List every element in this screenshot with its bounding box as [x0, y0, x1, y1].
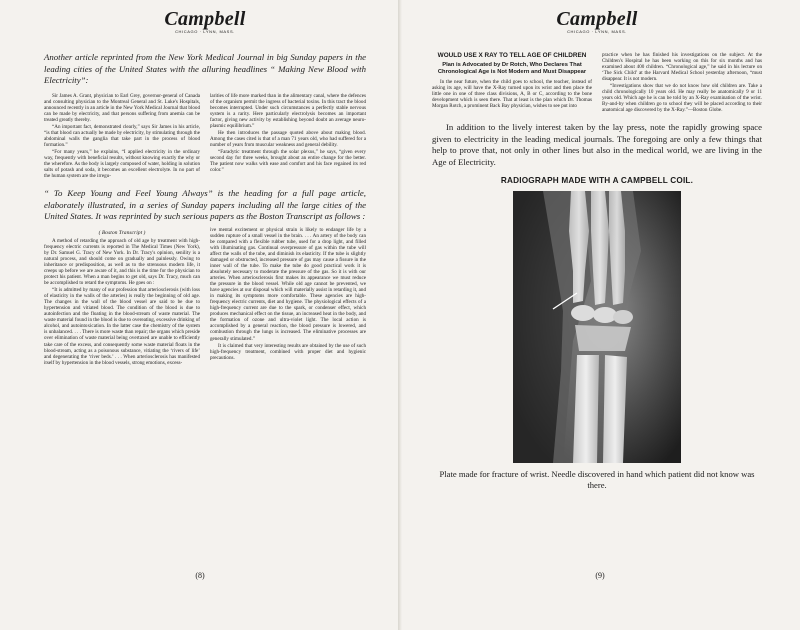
clipping-text-1	[432, 79, 592, 109]
right-page	[400, 0, 800, 630]
logo-subtitle: CHICAGO · LYNN, MASS.	[175, 29, 235, 34]
page-number-left: (8)	[195, 571, 205, 580]
clipping-paragraph: practice when he has finished his investigations on the subject. At the Children's Hospital he has been working on this for six months and has examined about 400 children. “Chronological age,” he said in his lecture on ‘The Sick Child’ at the Harvard Medical School yesterday afternoon, “must disappear. It is not modern.	[602, 52, 762, 83]
article-1-col-2	[210, 93, 366, 181]
campbell-logo: Campbell	[164, 8, 246, 30]
article-2	[44, 227, 366, 367]
left-logo	[44, 8, 366, 48]
article-1-col-1	[44, 93, 200, 181]
news-clipping	[432, 42, 762, 114]
article-paragraph: He then introduces the passage quoted above about making blood. Among the cases cited is that of a man 71 years old, who had suffered for a number of years from muscular weakness and general debility.	[210, 129, 366, 148]
article-paragraph: larities of life more marked than in the alimentary canal, where the defences of the organism permit the ingress of bacterial toxins. In this tract the blood becomes interrupted. Under such circumstances a perfectly stable nervous system is a rarity. Here particularly electrolysis becomes an important factor, giving new activity by establishing beyond doubt an average neuro-plasmic equilibrium.”	[210, 92, 366, 129]
radiograph-title: RADIOGRAPH MADE WITH A CAMPBELL COIL.	[500, 176, 694, 186]
clipping-col-1	[432, 42, 592, 114]
article-paragraph: “It is admitted by many of our profession that arteriosclerosis (with loss of elasticity in the walls of the arteries) is really the beginning of old age. The changes in the wall of the blood vessel are said to be due to hypertension and vitiated blood. The condition of the blood is due to autoinfection and the floating in the blood-stream of waste material. The waste material found in the blood is due to overeating, excessive drinking of alcohol, and autointoxication. In the latter case the chemistry of the system is unbalanced. . . . There is more waste than repair; the organs which preside over elimination of waste material being overtaxed are unable to efficiently take care of the excess, and consequently some waste material floats in the blood-stream, acting as a poisonous substance, vitiating the ‘rivers of life’ and degenerating the ‘river beds.’ . . . When arteriosclerosis has manifested itself by hypertension in the blood vessels, strong emotions, excess-	[44, 287, 200, 366]
article-paragraph: ive mental excitement or physical strain is likely to endanger life by a sudden rupture of a small vessel in the brain. . . . An artery of the body can be compared with a flexible rubber tube, used for a drop light, and filled with illuminating gas. Continual overpressure of gas within the tube will affect the walls of the tube, and diminish its elasticity. If the tube is slightly damaged or obstructed, increased pressure of gas may cause a fissure in the inner wall of the tube. To make the tube do good practical work it is absolutely necessary to moderate the pressure of the gas. So it is with our arteries. When arteriosclerosis first makes its appearance we must reduce the pressure in the blood vessel. While old age cannot be prevented, we have agencies at our disposal which will materially assist in retarding it, and in making its symptoms more comfortable. These agencies are high-frequency electric currents, diet and hygiene. The physiological effects of a high-frequency current are due to the spark, or condenser effect, which produces mechanical effect on the tissue, an increased heat in the body, and the formation of ozone and ultra-violet light. The local action is accomplished by a general reaction, the blood pressure is lowered, and combustion through the lungs is increased. The eliminative processes are generally stimulated.”	[210, 226, 366, 342]
clipping-subhead: Plan is Advocated by Dr Rotch, Who Declares That Chronological Age is Not Modern and Must Disappear	[437, 62, 587, 76]
article-paragraph: A method of retarding the approach of old age by treatment with high-frequency electric currents is reported in The Medical Times (New York), by Dr. Samuel G. Tracy of New York. In Dr. Tracy's opinion, senility is a natural process, and should come on gradually and painlessly. Owing to inheritance or predisposition, as well as to the strenuous modern life, it creeps up before we are aware of it, and this is the time for the physician to protect his patient. When a man begins to get old, says Dr. Tracy, much can be accomplished to retard the symptoms. He goes on :	[44, 237, 200, 287]
article-paragraph: “Faradytic treatment through the solar plexus,” he says, “given every second day for three weeks, brought about an entire change for the better. The patient now walks with ease and comfort and his face regained its red color.”	[210, 148, 366, 174]
clipping-paragraph: “Investigations show that we do not know how old children are. Take a child chronologically 10 years old. He may really be anatomically 9 or 11 years old. Which age he is can be told by an X-Ray examination of the wrist. By-and-by when children go to school they will be placed according to their anatomical age discovered by the X-Ray.”—Boston Globe.	[602, 83, 762, 114]
article-2-col-1	[44, 227, 200, 367]
intro-paragraph-1: Another article reprinted from the New York Medical Journal in big Sunday papers in the leading cities of the United States with the alluring headlines “ Making New Blood with Electricity”:	[44, 52, 366, 85]
source-tag: ( Boston Transcript )	[98, 229, 146, 236]
clipping-col-2	[602, 42, 762, 114]
article-paragraph: “An important fact, demonstrated clearly,” says Sir James in his article, “is that blood can actually be made by electricity, by stimulating through the abdominal walls the ganglia that take part in the process of blood formation.”	[44, 123, 200, 148]
article-paragraph: “For many years,” he explains, “I applied electricity in the ordinary way, frequently with beneficial results, without knowing exactly the why or the wherefore. As the body is largely composed of water, holding in solution salts of potash and soda, it becomes an excellent electrolyte. In no part of the human system are the irregu-	[44, 148, 200, 180]
clipping-headline: WOULD USE X RAY TO TELL AGE OF CHILDREN	[437, 52, 587, 59]
logo-subtitle: CHICAGO · LYNN, MASS.	[567, 29, 627, 34]
radiograph-caption: Plate made for fracture of wrist. Needle discovered in hand which patient did not know was there.	[439, 469, 755, 491]
intro-paragraph-2: “ To Keep Young and Feel Young Always” is the heading for a full page article, elaborately illustrated, in a series of Sunday papers including all the large cities of the United States. It was reprinted by such serious papers as the Boston Transcript as follows :	[44, 188, 366, 222]
xray-radiograph-image	[513, 191, 681, 463]
article-paragraph: It is claimed that very interesting results are obtained by the use of such high-frequency treatment, combined with proper diet and hygienic precautions.	[210, 342, 366, 361]
body-paragraph: In addition to the lively interest taken by the lay press, note the rapidly growing space given to electricity in the leading medical journals. The foregoing are only a few things that help to prove that, not only in other lines but also in the medical world, we are living in the Age of Electricity.	[432, 122, 762, 167]
clipping-paragraph: In the near future, when the child goes to school, the teacher, instead of asking its age, will have the X-Ray turned upon its wrist and then place the little one in one of three class divisions, A, B or C, according to the bone development which is seen there. That at least is the plan which Dr. Thomas Morgan Rotch, a prominent Back Bay physician, wishes to see put into	[432, 79, 592, 110]
campbell-logo: Campbell	[556, 8, 638, 30]
article-1	[44, 93, 366, 181]
article-paragraph: Sir James A. Grant, physician to Earl Grey, governor-general of Canada and consulting physician to the Montreal General and St. Luke's Hospitals, announced recently in an article in the New York Medical Journal that blood can be made by electricity, and that persons suffering from anemia can be treated greatly thereby.	[44, 92, 200, 123]
article-2-col-2	[210, 227, 366, 367]
page-number-right: (9)	[595, 571, 605, 580]
